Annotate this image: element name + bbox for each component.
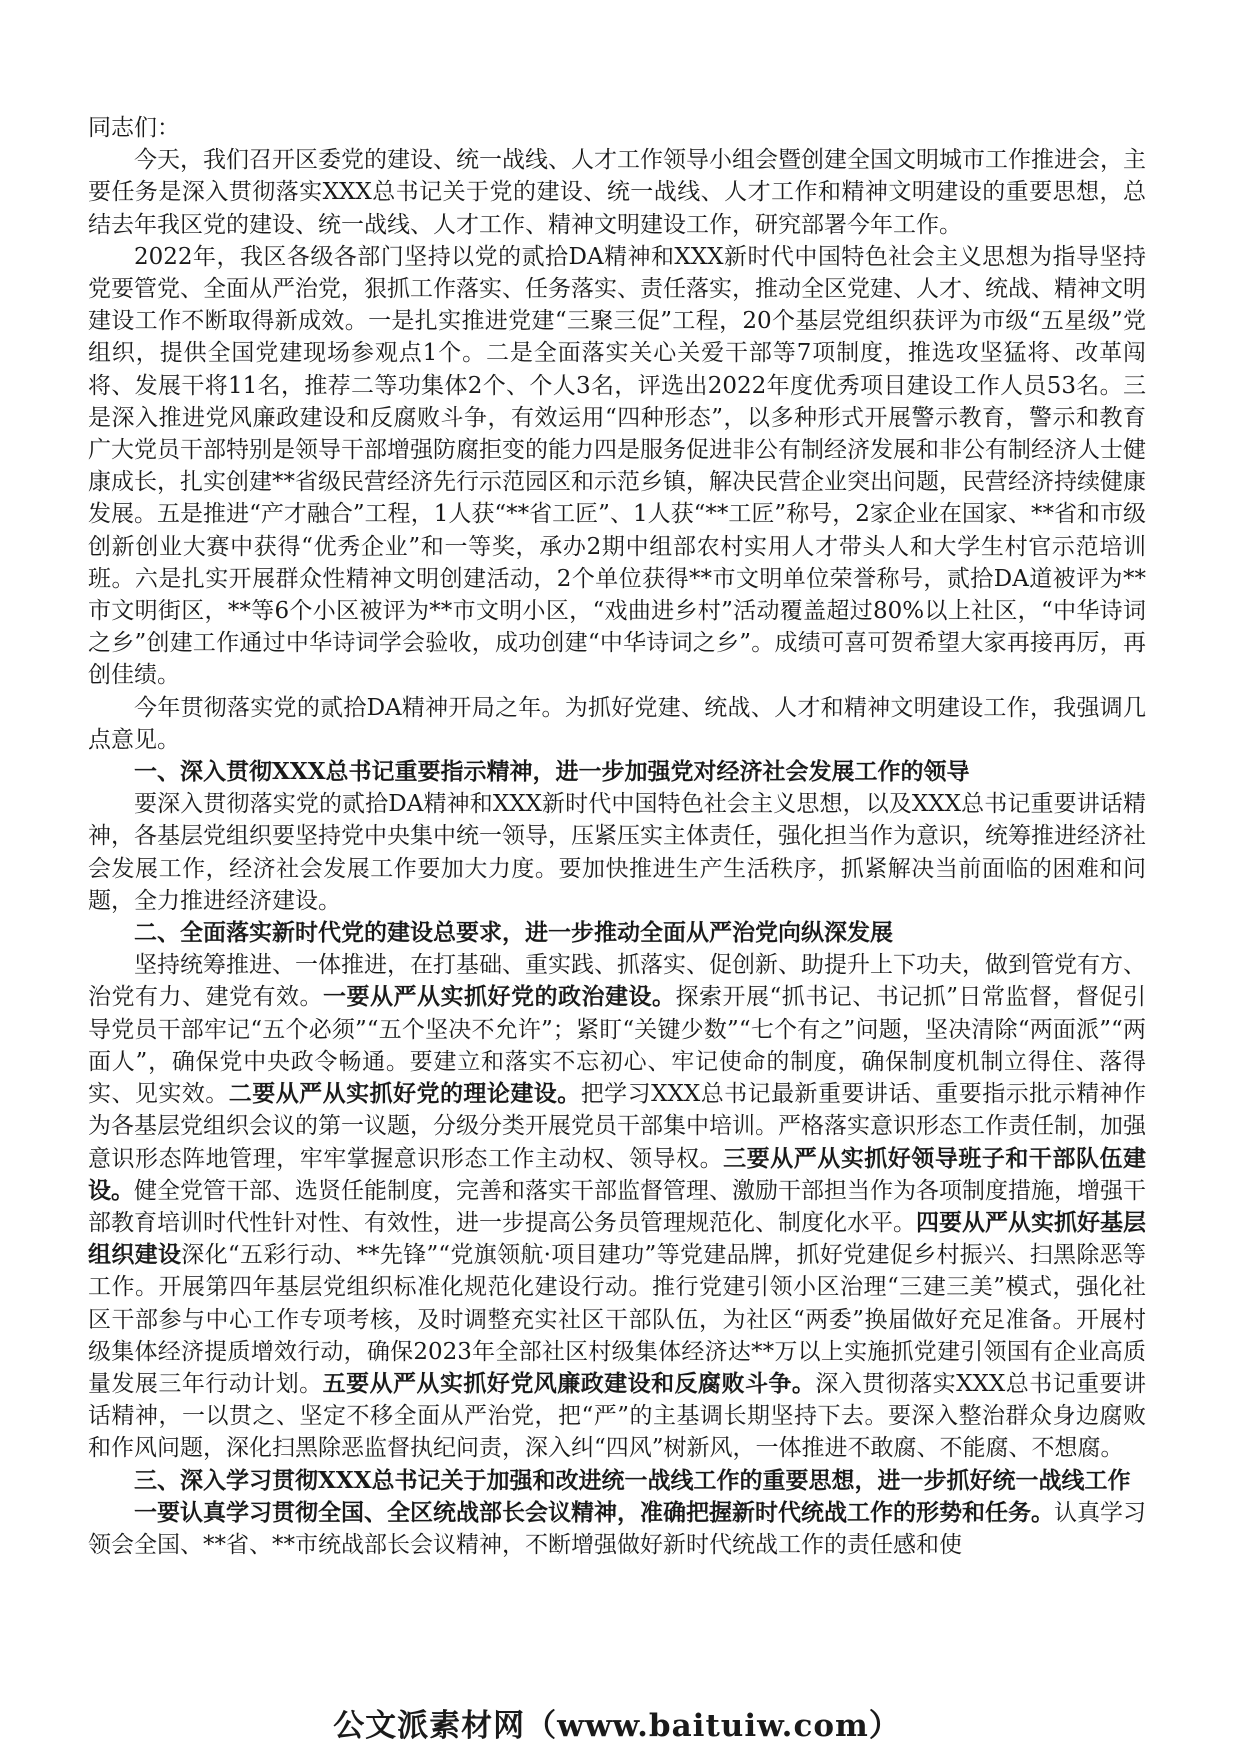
document-body [88, 112, 1146, 1561]
footer-watermark: 公文派素材网（www.baituiw.com） [333, 1708, 901, 1744]
section-2-text-4: 深化“五彩行动、**先锋”“党旗领航·项目建功”等党建品牌，抓好党建促乡村振兴、扫黑除恶等工作。开展第四年基层党组织标准化规范化建设行动。推行党建引领小区治理“三建三美”模式，强化社区干部参与中心工作专项考核，及时调整充实社区干部队伍，为社区“两委”换届做好充足准备。开展村级集体经济提质增效行动，确保2023年全部社区村级集体经济达**万以上实施抓党建引领国有企业高质量发展三年行动计划。 [88, 1242, 1146, 1397]
section-2-text-3: 健全党管干部、选贤任能制度，完善和落实干部监督管理、激励干部担当作为各项制度措施，增强干部教育培训时代性针对性、有效性，进一步提高公务员管理规范化、制度化水平。 [88, 1177, 1146, 1236]
section-2-point-1: 一要从严从实抓好党的政治建设。 [323, 983, 676, 1011]
section-2-text-1: 探索开展“抓书记、书记抓”日常监督，督促引导党员干部牢记“五个必须”“五个坚决不允许”；紧盯“关键少数”“七个有之”问题，坚决清除“两面派”“两面人”，确保党中央政令畅通。要建立和落实不忘初心、牢记使命的制度，确保制度机制立得住、落得实、见实效。 [88, 984, 1147, 1108]
transition-paragraph: 今年贯彻落实党的贰拾DA精神开局之年。为抓好党建、统战、人才和精神文明建设工作，我强调几点意见。 [88, 694, 1146, 753]
section-2-point-2: 二要从严从实抓好党的理论建设。 [228, 1080, 581, 1108]
section-2-heading: 二、全面落实新时代党的建设总要求，进一步推动全面从严治党向纵深发展 [134, 919, 893, 947]
salutation: 同志们： [88, 115, 180, 141]
review-paragraph: 2022年，我区各级各部门坚持以党的贰拾DA精神和XXX新时代中国特色社会主义思想为指导坚持党要管党、全面从严治党，狠抓工作落实、任务落实、责任落实，推动全区党建、人才、统战、精神文明建设工作不断取得新成效。一是扎实推进党建“三聚三促”工程，20个基层党组织获评为市级“五星级”党组织，提供全国党建现场参观点1个。二是全面落实关心关爱干部等7项制度，推选攻坚猛将、改革闯将、发展干将11名，推荐二等功集体2个、个人3名，评选出2022年度优秀项目建设工作人员53名。三是深入推进党风廉政建设和反腐败斗争，有效运用“四种形态”，以多种形式开展警示教育，警示和教育广大党员干部特别是领导干部增强防腐拒变的能力四是服务促进非公有制经济发展和非公有制经济人士健康成长，扎实创建**省级民营经济先行示范园区和示范乡镇，解决民营企业突出问题，民营经济持续健康发展。五是推进“产才融合”工程，1人获“**省工匠”、1人获“**工匠”称号，2家企业在国家、**省和市级创新创业大赛中获得“优秀企业”和一等奖，承办2期中组部农村实用人才带头人和大学生村官示范培训班。六是扎实开展群众性精神文明创建活动，2个单位获得**市文明单位荣誉称号，贰拾DA道被评为**市文明街区，**等6个小区被评为**市文明小区，“戏曲进乡村”活动覆盖超过80%以上社区，“中华诗词之乡”创建工作通过中华诗词学会验收，成功创建“中华诗词之乡”。成绩可喜可贺希望大家再接再厉，再创佳绩。 [88, 243, 1146, 689]
section-3-heading: 三、深入学习贯彻XXX总书记关于加强和改进统一战线工作的重要思想，进一步抓好统一战线工作 [134, 1466, 1131, 1494]
section-2-point-5: 五要从严从实抓好党风廉政建设和反腐败斗争。 [322, 1369, 816, 1397]
section-2-lead: 坚持统筹推进、一体推进，在打基础、重实践、抓落实、促创新、助提升上下功夫，做到管党有方、治党有力、建党有效。 [88, 952, 1146, 1011]
section-3-text-1: 认真学习领会全国、**省、**市统战部长会议精神，不断增强做好新时代统战工作的责任感和使 [88, 1499, 1146, 1558]
section-2-point-3: 三要从严从实抓好领导班子和干部队伍建设。 [88, 1144, 1147, 1204]
section-3-point-1: 一要认真学习贯彻全国、全区统战部长会议精神，准确把握新时代统战工作的形势和任务。 [134, 1498, 1054, 1526]
section-1-body: 要深入贯彻落实党的贰拾DA精神和XXX新时代中国特色社会主义思想，以及XXX总书记重要讲话精神，各基层党组织要坚持党中央集中统一领导，压紧压实主体责任，强化担当作为意识，统筹推进经济社会发展工作，经济社会发展工作要加大力度。要加快推进生产生活秩序，抓紧解决当前面临的困难和问题，全力推进经济建设。 [88, 791, 1146, 914]
section-1-heading: 一、深入贯彻XXX总书记重要指示精神，进一步加强党对经济社会发展工作的领导 [134, 758, 970, 786]
section-2-text-2: 把学习XXX总书记最新重要讲话、重要指示批示精神作为各基层党组织会议的第一议题，分级分类开展党员干部集中培训。严格落实意识形态工作责任制，加强意识形态阵地管理，牢牢掌握意识形态工作主动权、领导权。 [88, 1081, 1147, 1172]
section-2-text-5: 深入贯彻落实XXX总书记重要讲话精神，一以贯之、坚定不移全面从严治党，把“严”的主基调长期坚持下去。要深入整治群众身边腐败和作风问题，深化扫黑除恶监督执纪问责，深入纠“四风”树新风，一体推进不敢腐、不能腐、不想腐。 [88, 1370, 1147, 1462]
section-2-point-4: 四要从严从实抓好基层组织建设 [88, 1208, 1146, 1269]
intro-paragraph: 今天，我们召开区委党的建设、统一战线、人才工作领导小组会暨创建全国文明城市工作推进会，主要任务是深入贯彻落实XXX总书记关于党的建设、统一战线、人才工作和精神文明建设的重要思想，总结去年我区党的建设、统一战线、人才工作、精神文明建设工作，研究部署今年工作。 [88, 147, 1146, 238]
section-2-body [88, 949, 1146, 1464]
section-3-body [88, 1497, 1146, 1561]
